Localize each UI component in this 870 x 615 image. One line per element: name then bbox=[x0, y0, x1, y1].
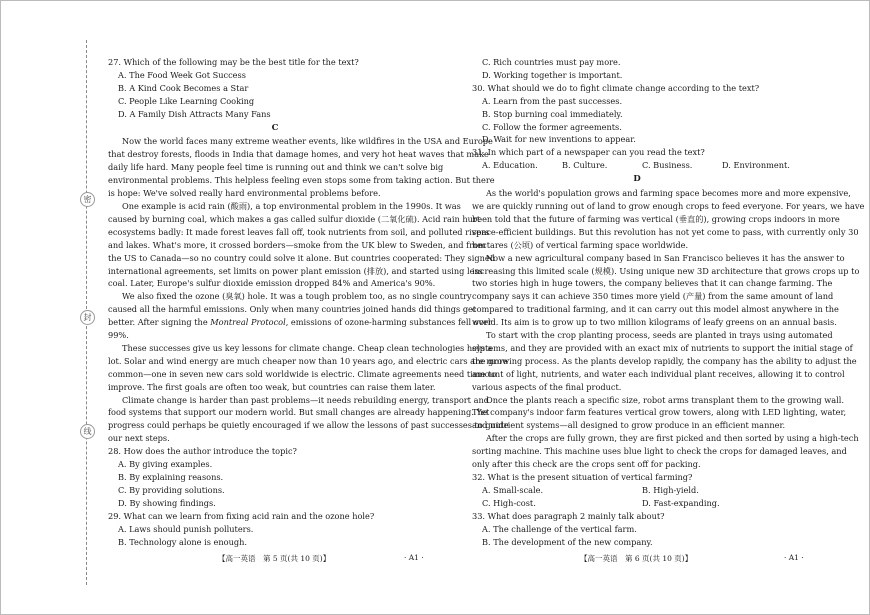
passage-line: company says it can achieve 350 times more yield (产量) from the same amount of land bbox=[472, 291, 834, 302]
passage-line: systems, and they are provided with an exact mix of nutrients to support the initial stage of bbox=[472, 342, 853, 353]
passage-line: is hope: We've solved really hard environmental problems before. bbox=[108, 188, 381, 199]
question-28-stem: 28. How does the author introduce the topic? bbox=[108, 446, 297, 457]
question-27-option: D. A Family Dish Attracts Many Fans bbox=[118, 108, 271, 119]
question-32-option: B. High-yield. bbox=[642, 484, 699, 495]
passage-line: food systems that support our modern world. But small changes are already happening. Yet bbox=[108, 407, 490, 418]
question-28-option: D. By showing findings. bbox=[118, 497, 216, 508]
passage-line: Now a new agricultural company based in San Francisco believes it has the answer to bbox=[486, 252, 845, 263]
section-c-heading: C bbox=[271, 122, 279, 133]
passage-line: international agreements, set limits on power plant emission (排放), and started using less bbox=[108, 265, 483, 276]
binding-mark-line: 线 bbox=[80, 424, 95, 439]
passage-line: As the world's population grows and farming space becomes more and more expensive, bbox=[486, 188, 851, 199]
passage-line: we are quickly running out of land to grow enough crops to feed everyone. For years, we have bbox=[472, 200, 865, 211]
binding-mark-seal: 密 bbox=[80, 192, 95, 207]
question-27-option: B. A Kind Cook Becomes a Star bbox=[118, 82, 249, 93]
page-footer-right: 【高一英语 第 6 页(共 10 页)】 bbox=[580, 554, 693, 563]
passage-line: compared to traditional farming, and it can carry out this model almost anywhere in the bbox=[472, 304, 839, 315]
question-32-stem: 32. What is the present situation of vertical farming? bbox=[472, 472, 693, 482]
passage-c-paragraph-1 bbox=[108, 135, 495, 200]
question-29-option: A. Laws should punish polluters. bbox=[118, 523, 254, 534]
passage-line: only after this check are the crops sent off for packing. bbox=[472, 459, 701, 470]
passage-d-paragraph-1 bbox=[472, 187, 865, 252]
passage-d-paragraph-4 bbox=[472, 394, 847, 433]
passage-line: One example is acid rain (酸雨), a top environmental problem in the 1990s. It was bbox=[122, 200, 461, 211]
passage-line: world. Its aim is to grow up to two million kilograms of leafy greens on an annual basis. bbox=[472, 317, 837, 328]
passage-line: progress could perhaps be quietly encouraged if we allow the lessons of past successes to guide bbox=[108, 420, 509, 431]
passage-line: After the crops are fully grown, they are first picked and then sorted by using a high-tech bbox=[486, 433, 859, 444]
binding-mark-seal: 封 bbox=[80, 310, 95, 325]
passage-d-paragraph-2 bbox=[472, 252, 860, 329]
section-d-heading: D bbox=[633, 174, 641, 185]
question-32-options-row bbox=[472, 484, 802, 497]
question-33-option: A. The challenge of the vertical farm. bbox=[482, 523, 637, 534]
passage-line: common—one in seven new cars sold worldwide is electric. Climate agreements need time to bbox=[108, 368, 497, 379]
question-30-stem: 30. What should we do to fight climate change according to the text? bbox=[472, 82, 760, 93]
question-31-option: A. Education. bbox=[482, 160, 538, 171]
passage-c-paragraph-5 bbox=[108, 394, 509, 446]
right-column bbox=[472, 56, 865, 548]
question-31-option: D. Environment. bbox=[722, 160, 790, 171]
question-28-option: C. By providing solutions. bbox=[118, 484, 225, 495]
question-28-option: A. By giving examples. bbox=[118, 459, 213, 470]
passage-line: Once the plants reach a specific size, robot arms transplant them to the growing wall. bbox=[486, 394, 844, 405]
passage-line: space-efficient buildings. But this revolution has not yet come to pass, with currently only 30 bbox=[472, 226, 859, 237]
passage-line: various aspects of the final product. bbox=[472, 381, 622, 392]
passage-line: that destroy forests, floods in India that damage homes, and very hot heat waves that make bbox=[108, 149, 489, 160]
passage-line: sorting machine. This machine uses blue light to check the crops for damaged leaves, and bbox=[472, 446, 847, 457]
question-30-option: C. Follow the former agreements. bbox=[482, 121, 622, 132]
passage-line: and lakes. What's more, it crossed borders—smoke from the UK blew to Sweden, and from bbox=[108, 239, 486, 250]
question-31-options bbox=[472, 159, 802, 172]
question-29-option: C. Rich countries must pay more. bbox=[482, 57, 621, 67]
passage-line: To start with the crop planting process, seeds are planted in trays using automated bbox=[486, 330, 833, 341]
passage-d-paragraph-5 bbox=[472, 432, 859, 471]
page-code-right: · A1 · bbox=[784, 553, 804, 562]
question-32-option: C. High-cost. bbox=[482, 497, 536, 508]
passage-line: the growing process. As the plants develop rapidly, the company has the ability to adjust the bbox=[472, 355, 857, 366]
passage-line: lot. Solar and wind energy are much cheaper now than 10 years ago, and electric cars are more bbox=[108, 355, 508, 366]
question-30-option: B. Stop burning coal immediately. bbox=[482, 108, 623, 119]
passage-line: and nutrient systems—all designed to grow produce in an efficient manner. bbox=[472, 420, 786, 431]
passage-line: two stories high in huge towers, the company believes that it can change farming. The bbox=[472, 278, 833, 289]
passage-c-paragraph-3 bbox=[108, 290, 492, 342]
question-29-stem: 29. What can we learn from fixing acid rain and the ozone hole? bbox=[108, 510, 375, 521]
question-32-options-row bbox=[472, 497, 802, 510]
question-27-option: C. People Like Learning Cooking bbox=[118, 95, 255, 106]
passage-line: ecosystems badly: It made forest leaves fall off, took nutrients from soil, and polluted rivers bbox=[108, 226, 490, 237]
passage-line: our next steps. bbox=[108, 433, 170, 444]
passage-line: These successes give us key lessons for climate change. Cheap clean technologies help a bbox=[122, 342, 493, 353]
question-29-option: D. Working together is important. bbox=[482, 69, 623, 80]
passage-line: increasing this limited scale (规模). Using unique new 3D architecture that grows crops up to bbox=[472, 265, 860, 276]
passage-line: been told that the future of farming was vertical (垂直的), growing crops indoors in more bbox=[472, 213, 840, 224]
passage-line: daily life hard. Many people feel time is running out and think we can't solve big bbox=[108, 162, 444, 173]
passage-line: amount of light, nutrients, and water each individual plant receives, allowing it to control bbox=[472, 368, 845, 379]
passage-d-paragraph-3 bbox=[472, 329, 857, 394]
passage-line: caused all the harmful emissions. Only when many countries joined hands did things get bbox=[108, 304, 477, 315]
question-30-option: A. Learn from the past successes. bbox=[482, 95, 623, 106]
question-27-stem: 27. Which of the following may be the best title for the text? bbox=[108, 57, 359, 67]
passage-c-paragraph-4 bbox=[108, 342, 508, 394]
page-footer-left: 【高一英语 第 5 页(共 10 页)】 bbox=[218, 554, 331, 563]
passage-line: We also fixed the ozone (臭氧) hole. It was a tough problem too, as no single country bbox=[122, 291, 472, 302]
passage-line: hectares (公顷) of vertical farming space worldwide. bbox=[472, 239, 689, 250]
passage-line: environmental problems. This helpless feeling even stops some from taking action. But there bbox=[108, 175, 495, 186]
treaty-name: Montreal Protocol bbox=[210, 317, 286, 328]
passage-c-paragraph-2 bbox=[108, 200, 495, 290]
question-28-option: B. By explaining reasons. bbox=[118, 472, 224, 482]
passage-line: Climate change is harder than past problems—it needs rebuilding energy, transport and bbox=[122, 394, 489, 405]
passage-line: better. After signing the Montreal Protocol, emissions of ozone-harming substances fell over bbox=[108, 317, 492, 328]
question-32-option: D. Fast-expanding. bbox=[642, 497, 720, 508]
question-30-option: D. Wait for new inventions to appear. bbox=[482, 134, 636, 145]
question-33-option: B. The development of the new company. bbox=[482, 536, 653, 547]
passage-line: 99%. bbox=[108, 330, 129, 341]
passage-line: improve. The first goals are often too weak, but countries can raise them later. bbox=[108, 381, 436, 392]
passage-line: caused by burning coal, which makes a gas called sulfur dioxide (二氧化硫). Acid rain hurt bbox=[108, 213, 481, 224]
passage-line: coal. Later, Europe's sulfur dioxide emission dropped 84% and America's 90%. bbox=[108, 278, 436, 289]
question-33-stem: 33. What does paragraph 2 mainly talk about? bbox=[472, 510, 665, 521]
question-29-option: B. Technology alone is enough. bbox=[118, 536, 247, 547]
question-31-option: B. Culture. bbox=[562, 160, 608, 171]
passage-line: the US to Canada—so no country could solve it alone. But countries cooperated: They signed bbox=[108, 252, 495, 263]
passage-line: The company's indoor farm features vertical grow towers, along with LED lighting, water, bbox=[472, 407, 847, 418]
question-31-option: C. Business. bbox=[642, 160, 693, 171]
question-31-stem: 31. In which part of a newspaper can you read the text? bbox=[472, 147, 705, 158]
question-32-option: A. Small-scale. bbox=[482, 484, 544, 495]
question-27-option: A. The Food Week Got Success bbox=[118, 69, 246, 80]
passage-line: Now the world faces many extreme weather events, like wildfires in the USA and Europe bbox=[122, 136, 493, 147]
page-code-left: · A1 · bbox=[404, 553, 424, 562]
